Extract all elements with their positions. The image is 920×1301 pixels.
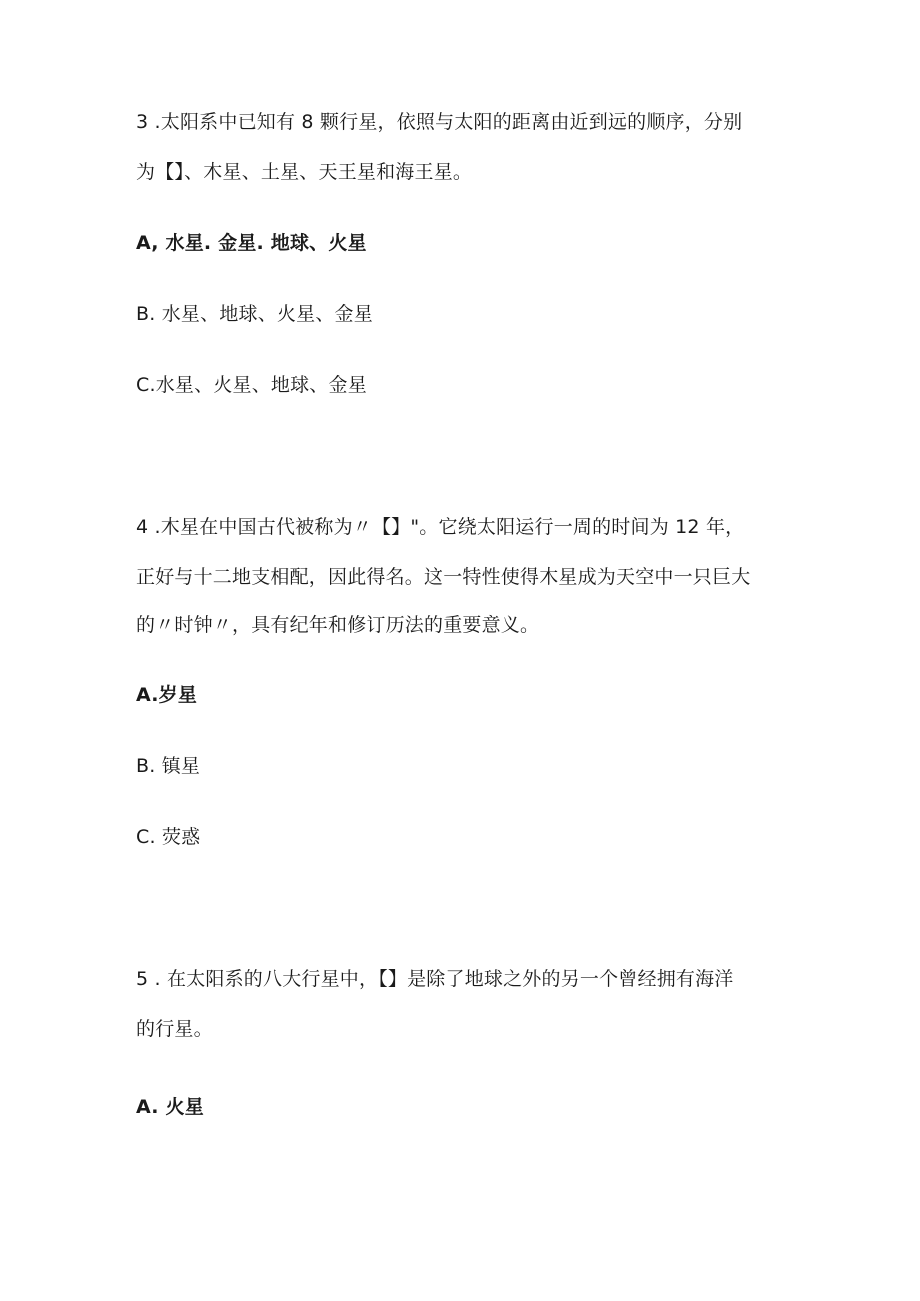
question-3-stem-line-1: 3 .太阳系中已知有 8 颗行星，依照与太阳的距离由近到远的顺序，分别 bbox=[136, 111, 743, 133]
question-5-stem-line-1: 5 . 在太阳系的八大行星中，【】是除了地球之外的另一个曾经拥有海洋 bbox=[136, 968, 734, 990]
question-4-stem-line-1: 4 .木星在中国古代被称为〃【】"。它绕太阳运行一周的时间为 12 年， bbox=[136, 516, 745, 538]
question-4-option-b: B. 镇星 bbox=[136, 755, 201, 777]
question-3-option-c: C.水星、火星、地球、金星 bbox=[136, 374, 367, 396]
question-3-option-a: A, 水星. 金星. 地球、火星 bbox=[136, 232, 367, 254]
question-4-option-c: C. 荧惑 bbox=[136, 826, 201, 848]
question-4-option-a: A.岁星 bbox=[136, 684, 198, 706]
question-3-option-b: B. 水星、地球、火星、金星 bbox=[136, 303, 373, 325]
question-3-stem-line-2: 为【】、木星、土星、天王星和海王星。 bbox=[136, 161, 473, 183]
question-5-stem-line-2: 的行星。 bbox=[136, 1018, 213, 1040]
question-4-stem-line-2: 正好与十二地支相配，因此得名。这一特性使得木星成为天空中一只巨大 bbox=[136, 566, 751, 588]
question-4-stem-line-3: 的〃时钟〃，具有纪年和修订历法的重要意义。 bbox=[136, 614, 540, 636]
question-5-option-a: A. 火星 bbox=[136, 1096, 204, 1118]
